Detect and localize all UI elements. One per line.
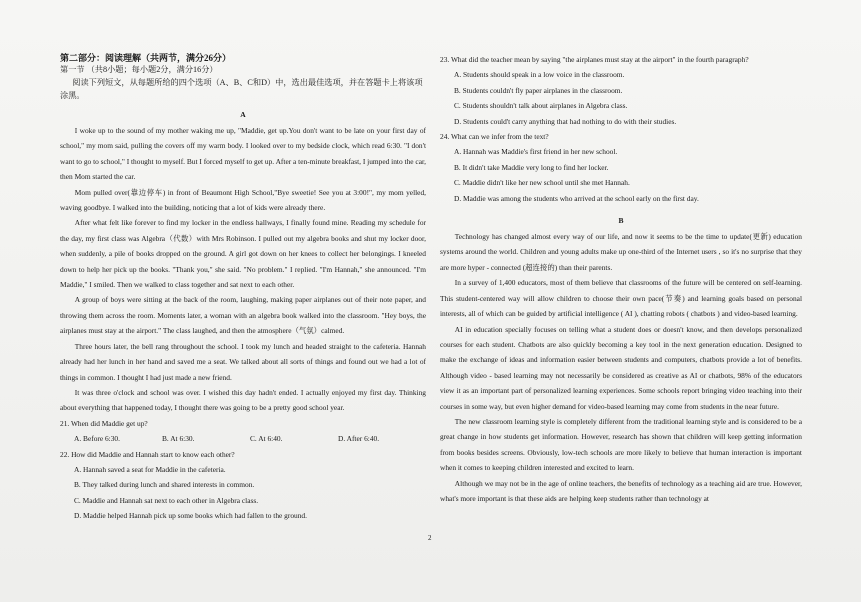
question-22-option-c: C. Maddie and Hannah sat next to each other in Algebra class.: [74, 495, 259, 505]
passage-b-paragraph: Technology has changed almost every way of our life, and now it seems to be the time to update(更新) education systems around the world. Children and young adults make up one-third of the Internet users , so it's no surprise that they are more hyper - connected (超连接的) than their parents.: [440, 232, 802, 272]
question-24-option-c: C. Maddie didn't like her new school until she met Hannah.: [454, 178, 630, 188]
question-23-option-c: C. Students shouldn't talk about airplanes in Algebra class.: [454, 101, 628, 111]
section-title: 第一节 （共8小题；每小题2分，满分16分）: [60, 65, 218, 74]
passage-b-label: B: [618, 216, 624, 226]
part-title: 第二部分：阅读理解（共两节，满分26分）: [60, 53, 232, 63]
passage-a-paragraph: After what felt like forever to find my locker in the endless hallways, I finally found mine. Reading my schedule for the day, my first class was Algebra（代数）with Mrs Robinson. I pulled out my algebra books and shut my locker door, when suddenly, a pile of books dropped on the ground. A girl got down on her knees to collect her belongings. I kneeled down to help her pick up the books. "Thank you," she said. "No problem." I replied. "I'm Hannah," she announced. "I'm Maddie," I smiled. Then we walked to class together and sat next to each other.: [60, 218, 426, 290]
question-24-option-d: D. Maddie was among the students who arrived at the school early on the first day.: [454, 193, 699, 203]
question-22-option-d: D. Maddie helped Hannah pick up some books which had fallen to the ground.: [74, 511, 307, 521]
question-24-option-b: B. It didn't take Maddie very long to find her locker.: [454, 162, 609, 172]
passage-a-paragraph: Three hours later, the bell rang throughout the school. I took my lunch and headed straight to the cafeteria. Hannah already had her lunch in her hand and saved me a seat. We talked about all sorts of things and found out we had a lot of things in common. I thought I had just made a new friend.: [60, 341, 426, 382]
page-number: 2: [428, 534, 432, 542]
question-23-option-a: A. Students should speak in a low voice in the classroom.: [454, 70, 625, 80]
question-24-stem: 24. What can we infer from the text?: [440, 132, 549, 142]
passage-a-label: A: [240, 110, 246, 119]
question-22-option-a: A. Hannah saved a seat for Maddie in the cafeteria.: [74, 464, 226, 474]
passage-b-paragraph: The new classroom learning style is completely different from the traditional learning style and is considered to be a great change in how students get information. However, research has shown that children will keep getting information from books besides screens. Obviously, low-tech schools are more likely to believe that human interaction is important when it comes to keeping children interested and excited to learn.: [440, 416, 802, 473]
passage-a-paragraph: A group of boys were sitting at the back of the room, laughing, making paper airplanes out of their note paper, and throwing them across the room. Moments later, a woman with an algebra book walked into the classroom. "Hey boys, the airplanes must stay at the airport." The class laughed, and then the atmosphere（气氛）calmed.: [60, 295, 426, 336]
question-23-option-d: D. Students could't carry anything that had nothing to do with their studies.: [454, 116, 677, 126]
passage-b-paragraph: Although we may not be in the age of online teachers, the benefits of technology as a teaching aid are true. However, what's more important is that these aids are helping keep students rather than technology at: [440, 478, 802, 503]
question-21-option-b: B. At 6:30.: [162, 434, 195, 444]
passage-a-paragraph: I woke up to the sound of my mother waking me up, "Maddie, get up.You don't want to be late on your first day of school," my mom said, pulling the covers off my warm body. I looked over to my bedside clock, which read 6:30. "I don't want to go to school," I thought to myself. But I forced myself to get up. After a ten-minute breakfast, I jumped into the car, then Mom started the car.: [60, 126, 426, 182]
question-21-option-d: D. After 6:40.: [338, 434, 380, 444]
question-21-stem: 21. When did Maddie get up?: [60, 418, 148, 428]
passage-b-paragraph: In a survey of 1,400 educators, most of them believe that classrooms of the future will be centered on self-learning. This student-centered way will allow children to choose their own pace(节奏) and learning goals based on personal interests, all of which can be guided by artificial intelligence ( AI ), chatting robots ( chatbots ) and video-based learning.: [440, 278, 802, 319]
question-22-option-b: B. They talked during lunch and shared interests in common.: [74, 480, 255, 490]
question-23-option-b: B. Students couldn't fly paper airplanes in the classroom.: [454, 85, 623, 95]
instructions: 阅读下列短文，从每题所给的四个选项（A、B、C和D）中，选出最佳选项，并在答题卡上将该项涂黑。: [60, 78, 423, 100]
right-column: [440, 52, 802, 506]
question-21-option-c: C. At 6:40.: [250, 434, 283, 444]
passage-b-paragraph: AI in education specially focuses on telling what a student does or doesn't know, and then develops personalized courses for each student. Chatbots are also quickly becoming a key tool in the next generation education. Designed to make the exchange of ideas and information easier between students and computers, chatbots provide a lot of benefits. Although video - based learning may not necessarily be considered as creative as AI or chatbots, 98% of the educators view it as an important part of personalized learning experiences. Some schools report bringing video teaching into their courses in some way, but even higher demand for video-based learning may come from students in the near future.: [440, 324, 802, 411]
question-21-options: [74, 431, 426, 446]
left-column: [60, 40, 426, 524]
passage-a-paragraph: It was three o'clock and school was over. I wished this day hadn't ended. I actually enjoyed my first day. Thinking about everything that happened today, I thought there was going to be a pretty good school year.: [60, 387, 426, 413]
passage-a-paragraph: Mom pulled over(靠边停车) in front of Beaumont High School,"Bye sweetie! See you at 3:00!", my mom yelled, waving goodbye. I walked into the building, noticing that a lot of kids were already there.: [60, 187, 426, 213]
question-21-option-a: A. Before 6:30.: [74, 434, 120, 444]
question-24-option-a: A. Hannah was Maddie's first friend in her new school.: [454, 147, 618, 157]
question-23-stem: 23. What did the teacher mean by saying "the airplanes must stay at the airport" in the fourth paragraph?: [440, 55, 749, 64]
question-22-stem: 22. How did Maddie and Hannah start to know each other?: [60, 449, 235, 459]
